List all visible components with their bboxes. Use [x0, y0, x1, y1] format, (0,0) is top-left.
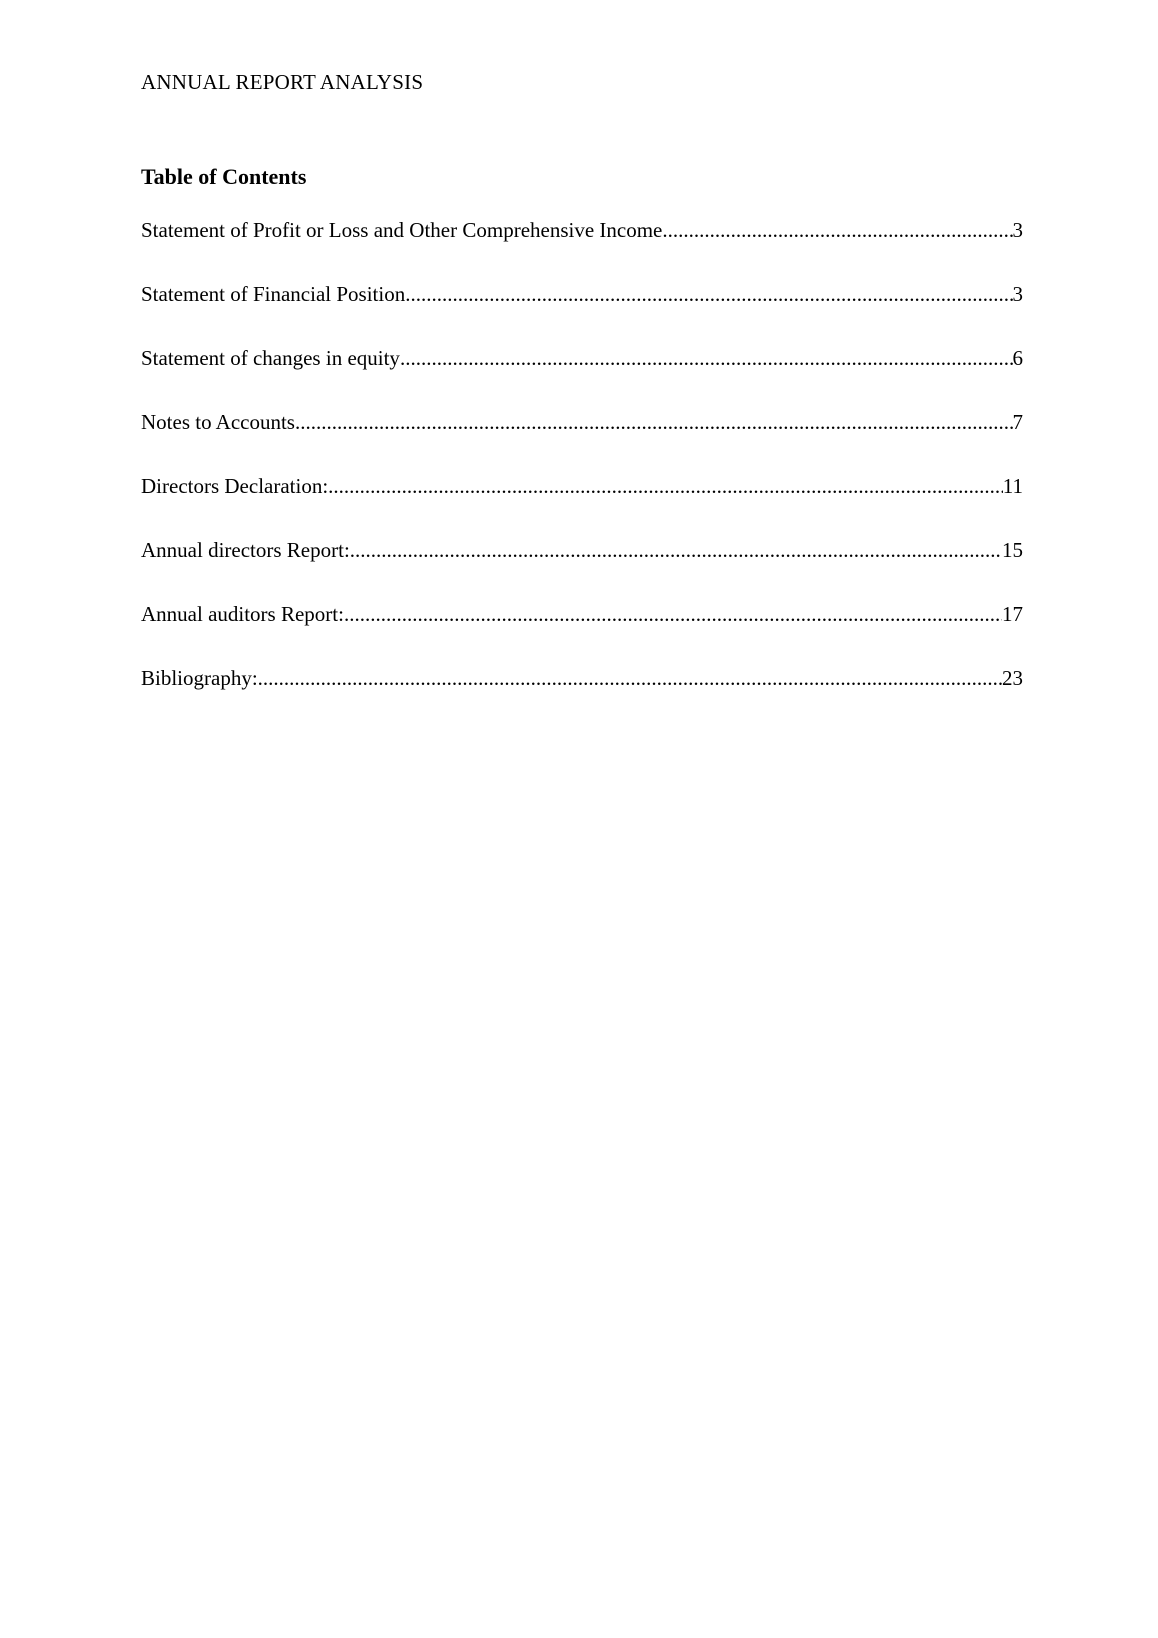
toc-page-number: 3 [1012, 282, 1023, 306]
toc-dot-leader [662, 216, 1012, 244]
toc-dot-leader [344, 600, 1002, 628]
toc-page-number: 15 [1002, 538, 1023, 562]
toc-dot-leader [328, 472, 1003, 500]
toc-entry-directors-declaration[interactable] [141, 472, 1023, 536]
toc-entry-label: Bibliography: [141, 666, 258, 690]
toc-entry-bibliography[interactable] [141, 664, 1023, 728]
running-header: ANNUAL REPORT ANALYSIS [141, 70, 424, 94]
toc-page-number: 17 [1002, 602, 1023, 626]
toc-entry-financial-position[interactable] [141, 280, 1023, 344]
toc-entry-label: Directors Declaration: [141, 474, 329, 498]
toc-entry-label: Statement of Profit or Loss and Other Comprehensive Income [141, 218, 663, 242]
toc-entry-label: Annual auditors Report: [141, 602, 344, 626]
toc-entry-directors-report[interactable] [141, 536, 1023, 600]
toc-entry-changes-in-equity[interactable] [141, 344, 1023, 408]
toc-dot-leader [350, 536, 1002, 564]
toc-page-number: 6 [1012, 346, 1023, 370]
toc-entry-auditors-report[interactable] [141, 600, 1023, 664]
toc-entry-label: Annual directors Report: [141, 538, 350, 562]
toc-entry-label: Statement of Financial Position [141, 282, 406, 306]
toc-dot-leader [295, 408, 1013, 436]
toc-dot-leader [400, 344, 1013, 372]
toc-page-number: 23 [1002, 666, 1023, 690]
toc-title: Table of Contents [141, 164, 307, 189]
toc-page-number: 11 [1002, 474, 1023, 498]
toc-page-number: 7 [1012, 410, 1023, 434]
toc-entry-label: Statement of changes in equity [141, 346, 400, 370]
toc-dot-leader [258, 664, 1002, 692]
table-of-contents [141, 216, 1023, 728]
toc-page-number: 3 [1012, 218, 1023, 242]
toc-entry-profit-or-loss[interactable] [141, 216, 1023, 280]
toc-entry-notes-to-accounts[interactable] [141, 408, 1023, 472]
toc-dot-leader [405, 280, 1012, 308]
toc-entry-label: Notes to Accounts [141, 410, 295, 434]
